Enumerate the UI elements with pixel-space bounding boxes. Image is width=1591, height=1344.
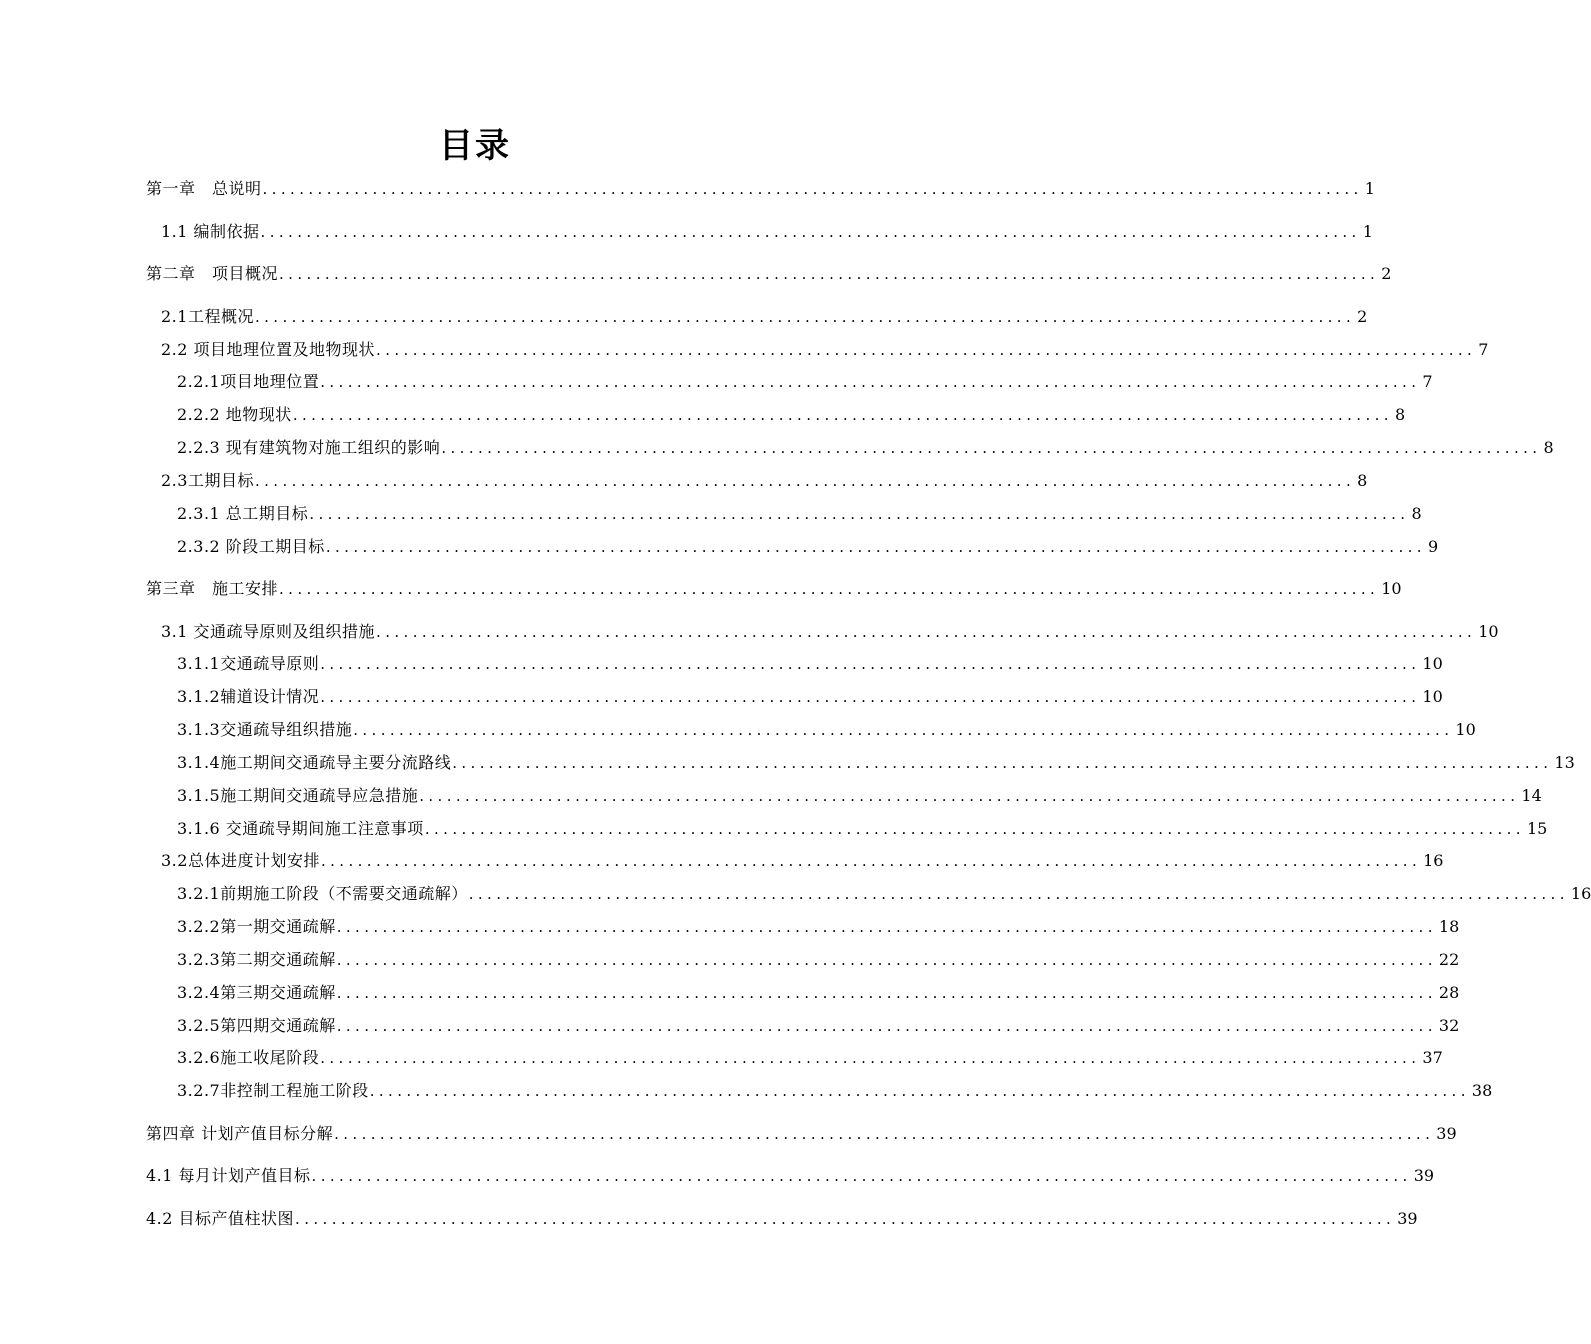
toc-page-number: 10 <box>1422 687 1443 706</box>
toc-entry-label: 第四章 计划产值目标分解 <box>146 1124 334 1143</box>
toc-leader-dots: ........................................................................................................................ <box>320 852 1422 870</box>
toc-entry-chapter-2[interactable] <box>146 259 1392 285</box>
toc-leader-dots: ........................................................................................................................ <box>320 688 1421 706</box>
toc-leader-dots: ........................................................................................................................ <box>292 406 1393 424</box>
toc-page-number: 7 <box>1422 372 1433 391</box>
toc-entry-4-1[interactable] <box>146 1161 1435 1187</box>
toc-entry-label: 第二章 项目概况 <box>146 264 279 283</box>
toc-page-number: 8 <box>1357 471 1368 490</box>
toc-entry-2-3-2[interactable] <box>177 532 1439 558</box>
toc-leader-dots: ........................................................................................................................ <box>260 223 1361 241</box>
toc-entry-3-2-5[interactable] <box>177 1011 1460 1037</box>
toc-entry-label: 第一章 总说明 <box>146 179 262 198</box>
toc-page-number: 8 <box>1543 438 1554 457</box>
toc-entry-3-2[interactable] <box>161 846 1444 872</box>
toc-entry-3-2-4[interactable] <box>177 978 1460 1004</box>
toc-entry-label: 2.3.2 阶段工期目标 <box>177 537 325 556</box>
toc-entry-label: 3.2总体进度计划安排 <box>161 851 320 870</box>
toc-entry-chapter-4[interactable] <box>146 1119 1457 1145</box>
toc-page-number: 39 <box>1397 1209 1418 1228</box>
toc-entry-3-2-1[interactable] <box>177 879 1591 905</box>
toc-entry-label: 3.1.2辅道设计情况 <box>177 687 320 706</box>
toc-entry-label: 2.2.3 现有建筑物对施工组织的影响 <box>177 438 441 457</box>
toc-entry-3-1-5[interactable] <box>177 781 1542 807</box>
toc-entry-2-2[interactable] <box>161 335 1489 361</box>
toc-page-number: 10 <box>1381 579 1402 598</box>
toc-entry-label: 3.2.2第一期交通疏解 <box>177 917 336 936</box>
toc-entry-label: 1.1 编制依据 <box>161 222 260 241</box>
toc-entry-chapter-3[interactable] <box>146 574 1402 600</box>
toc-page-number: 9 <box>1427 537 1439 556</box>
toc-entry-label: 3.1.6 交通疏导期间施工注意事项 <box>177 819 424 838</box>
toc-leader-dots: ........................................................................................................................ <box>452 754 1553 772</box>
toc-page-number: 7 <box>1478 340 1489 359</box>
toc-entry-label: 2.2.1项目地理位置 <box>177 372 320 391</box>
toc-entry-label: 4.2 目标产值柱状图 <box>146 1209 295 1228</box>
toc-entry-3-2-6[interactable] <box>177 1043 1443 1069</box>
toc-entry-label: 3.2.3第二期交通疏解 <box>177 950 336 969</box>
toc-page-number: 8 <box>1394 405 1406 424</box>
toc-page-number: 16 <box>1423 851 1444 870</box>
toc-entry-2-2-3[interactable] <box>177 433 1554 459</box>
toc-entry-3-1-3[interactable] <box>177 715 1476 741</box>
toc-leader-dots: ........................................................................................................................ <box>419 787 1520 805</box>
toc-leader-dots: ........................................................................................................................ <box>376 623 1477 641</box>
toc-entry-2-3[interactable] <box>161 466 1368 492</box>
toc-leader-dots: ........................................................................................................................ <box>353 721 1454 739</box>
toc-entry-2-3-1[interactable] <box>177 499 1422 525</box>
toc-title: 目录 <box>439 126 511 166</box>
toc-page-number: 39 <box>1413 1166 1435 1185</box>
toc-entry-3-2-3[interactable] <box>177 945 1460 971</box>
toc-page-number: 14 <box>1521 786 1542 805</box>
toc-entry-3-1[interactable] <box>161 617 1499 643</box>
toc-leader-dots: ........................................................................................................................ <box>336 984 1437 1002</box>
toc-page-number: 22 <box>1438 950 1460 969</box>
toc-entry-label: 3.2.4第三期交通疏解 <box>177 983 336 1002</box>
toc-page-number: 39 <box>1436 1124 1457 1143</box>
toc-entry-label: 3.2.5第四期交通疏解 <box>177 1016 336 1035</box>
toc-entry-label: 2.1工程概况 <box>161 307 254 326</box>
toc-leader-dots: ........................................................................................................................ <box>336 918 1437 936</box>
toc-leader-dots: ........................................................................................................................ <box>441 439 1542 457</box>
toc-leader-dots: ........................................................................................................................ <box>254 308 1356 326</box>
toc-leader-dots: ........................................................................................................................ <box>468 885 1569 903</box>
toc-page-number: 13 <box>1554 753 1575 772</box>
toc-entry-label: 3.1.1交通疏导原则 <box>177 654 320 673</box>
toc-leader-dots: ........................................................................................................................ <box>279 580 1380 598</box>
toc-page-number: 10 <box>1478 622 1499 641</box>
toc-entry-label: 2.3.1 总工期目标 <box>177 504 309 523</box>
toc-entry-chapter-1[interactable] <box>146 174 1375 200</box>
toc-page-number: 32 <box>1438 1016 1460 1035</box>
toc-page-number: 28 <box>1438 983 1460 1002</box>
toc-page-number: 37 <box>1422 1048 1443 1067</box>
toc-leader-dots: ........................................................................................................................ <box>320 373 1421 391</box>
toc-leader-dots: ........................................................................................................................ <box>254 472 1356 490</box>
toc-entry-2-1[interactable] <box>161 302 1368 328</box>
toc-page-number: 16 <box>1570 884 1591 903</box>
toc-entry-3-1-4[interactable] <box>177 748 1575 774</box>
toc-entry-label: 3.1.3交通疏导组织措施 <box>177 720 353 739</box>
toc-entry-4-2[interactable] <box>146 1204 1418 1230</box>
toc-leader-dots: ........................................................................................................................ <box>424 820 1525 838</box>
toc-leader-dots: ........................................................................................................................ <box>279 265 1380 283</box>
toc-entry-label: 第三章 施工安排 <box>146 579 279 598</box>
toc-entry-label: 3.1.5施工期间交通疏导应急措施 <box>177 786 419 805</box>
toc-leader-dots: ........................................................................................................................ <box>320 1049 1421 1067</box>
toc-entry-label: 3.1 交通疏导原则及组织措施 <box>161 622 376 641</box>
toc-entry-label: 2.3工期目标 <box>161 471 254 490</box>
toc-page-number: 10 <box>1455 720 1476 739</box>
toc-page-number: 18 <box>1438 917 1460 936</box>
toc-entry-label: 2.2.2 地物现状 <box>177 405 292 424</box>
toc-leader-dots: ........................................................................................................................ <box>309 505 1410 523</box>
toc-entry-label: 3.2.1前期施工阶段（不需要交通疏解） <box>177 884 468 903</box>
toc-entry-3-1-2[interactable] <box>177 682 1443 708</box>
toc-leader-dots: ........................................................................................................................ <box>334 1125 1435 1143</box>
toc-entry-3-2-7[interactable] <box>177 1076 1493 1102</box>
toc-page-number: 2 <box>1381 264 1392 283</box>
toc-entry-label: 2.2 项目地理位置及地物现状 <box>161 340 376 359</box>
toc-page-number: 15 <box>1526 819 1548 838</box>
toc-leader-dots: ........................................................................................................................ <box>262 180 1363 198</box>
toc-page-number: 8 <box>1411 504 1422 523</box>
toc-leader-dots: ........................................................................................................................ <box>295 1210 1396 1228</box>
toc-entry-2-2-2[interactable] <box>177 400 1406 426</box>
toc-entry-3-1-1[interactable] <box>177 649 1443 675</box>
toc-leader-dots: ........................................................................................................................ <box>369 1082 1470 1100</box>
toc-leader-dots: ........................................................................................................................ <box>336 951 1437 969</box>
toc-page-number: 1 <box>1362 222 1373 241</box>
toc-entry-3-1-6[interactable] <box>177 814 1548 840</box>
toc-entry-label: 3.2.7非控制工程施工阶段 <box>177 1081 369 1100</box>
toc-page-number: 10 <box>1422 654 1443 673</box>
toc-entry-label: 3.1.4施工期间交通疏导主要分流路线 <box>177 753 452 772</box>
toc-leader-dots: ........................................................................................................................ <box>311 1167 1412 1185</box>
toc-page-number: 1 <box>1364 179 1375 198</box>
toc-entry-1-1[interactable] <box>161 217 1373 243</box>
toc-entry-2-2-1[interactable] <box>177 367 1433 393</box>
toc-entry-label: 3.2.6施工收尾阶段 <box>177 1048 320 1067</box>
toc-leader-dots: ........................................................................................................................ <box>376 341 1477 359</box>
toc-entry-label: 4.1 每月计划产值目标 <box>146 1166 311 1185</box>
toc-leader-dots: ........................................................................................................................ <box>336 1017 1437 1035</box>
toc-entry-3-2-2[interactable] <box>177 912 1460 938</box>
toc-page-number: 38 <box>1471 1081 1493 1100</box>
toc-leader-dots: ........................................................................................................................ <box>320 655 1421 673</box>
toc-page-number: 2 <box>1357 307 1368 326</box>
toc-leader-dots: ........................................................................................................................ <box>325 538 1426 556</box>
